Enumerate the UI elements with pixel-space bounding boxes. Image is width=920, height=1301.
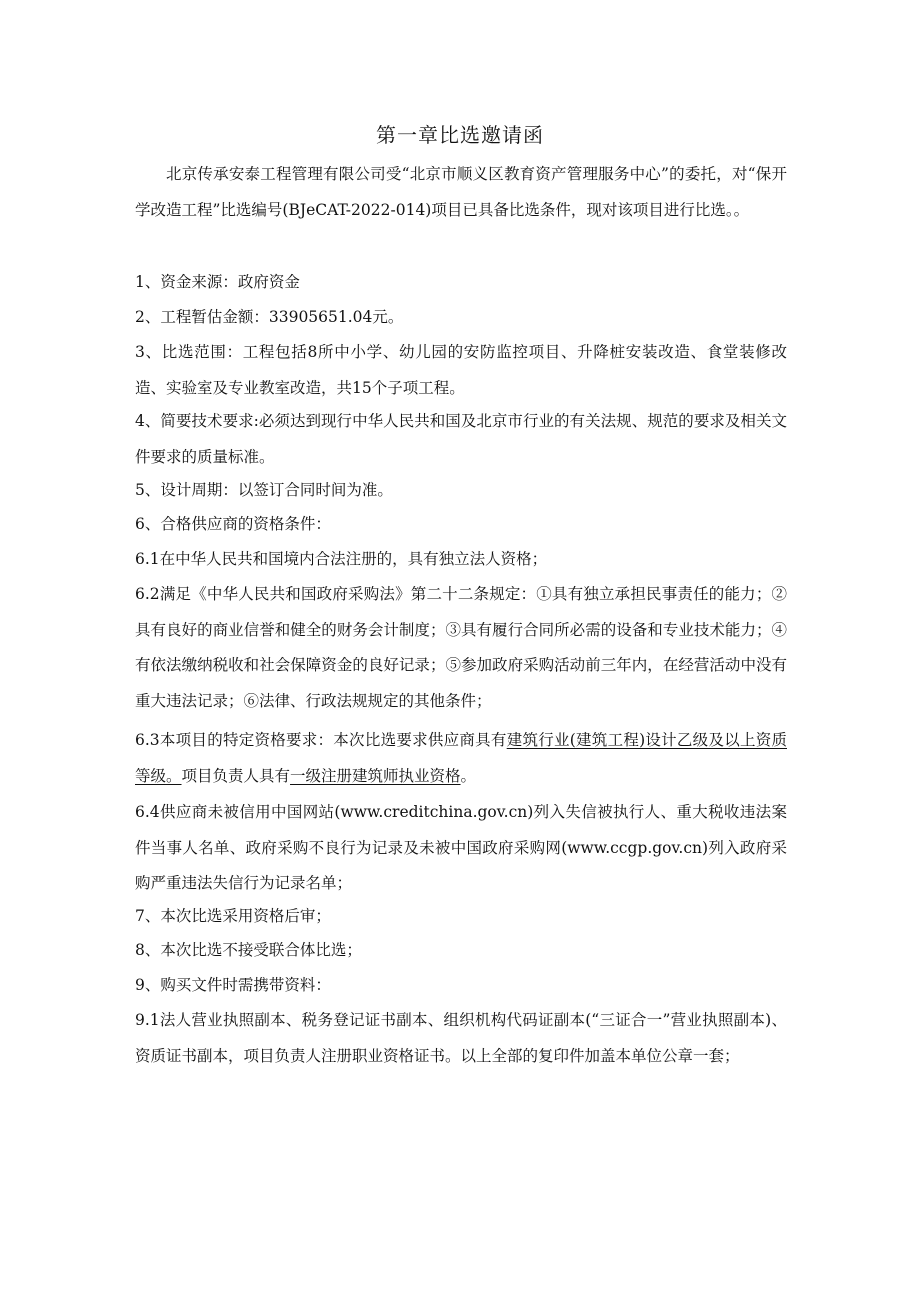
item-qualifications-heading: 6、合格供应商的资格条件： — [135, 515, 331, 533]
qualification-6-3-mid: 项目负责人具有 — [181, 766, 291, 785]
item-technical-requirements: 4、简要技术要求:必须达到现行中华人民共和国及北京市行业的有关法规、规范的要求及相关文件要求的质量标准。 — [135, 412, 787, 466]
qualification-6-3-prefix: 6.3本项目的特定资格要求：本次比选要求供应商具有 — [135, 731, 507, 749]
intro-paragraph: 北京传承安泰工程管理有限公司受“北京市顺义区教育资产管理服务中心”的委托，对“保开学改造工程”比选编号(BJeCAT-2022-014)项目已具备比选条件，现对该项目进行比选。。 — [135, 165, 787, 219]
item-no-consortium: 8、本次比选不接受联合体比选； — [135, 941, 362, 959]
item-estimated-amount: 2、工程暂估金额：33905651.04元。 — [135, 308, 404, 326]
item-qualification-6-2: 6.2满足《中华人民共和国政府采购法》第二十二条规定：①具有独立承担民事责任的能力；②具有良好的商业信誉和健全的财务会计制度；③具有履行合同所必需的设备和专业技术能力；④有依法缴纳税收和社会保障资金的良好记录；⑤参加政府采购活动前三年内，在经营活动中没有重大违法记录；⑥法律、行政法规规定的其他条件； — [135, 585, 787, 710]
item-funding-source: 1、资金来源：政府资金 — [135, 273, 300, 291]
item-qualification-6-1: 6.1在中华人民共和国境内合法注册的，具有独立法人资格； — [135, 550, 548, 568]
qualification-level-underlined: 建筑行业(建筑工程)设计乙级及以上资质等级。 — [135, 731, 787, 785]
item-post-qualification: 7、本次比选采用资格后审； — [135, 907, 331, 925]
item-materials-9-1: 9.1法人营业执照副本、税务登记证书副本、组织机构代码证副本(“三证合一”营业执照副本)、资质证书副本，项目负责人注册职业资格证书。以上全部的复印件加盖本单位公章一套； — [135, 1011, 787, 1065]
item-design-period: 5、设计周期：以签订合同时间为准。 — [135, 481, 393, 499]
page-title: 第一章比选邀请函 — [376, 123, 544, 147]
item-scope: 3、比选范围：工程包括8所中小学、幼儿园的安防监控项目、升降桩安装改造、食堂装修改造、实验室及专业教室改造，共15个子项工程。 — [135, 343, 787, 397]
item-required-materials: 9、购买文件时需携带资料： — [135, 976, 331, 994]
item-qualification-6-4: 6.4供应商未被信用中国网站(www.creditchina.gov.cn)列入失信被执行人、重大税收违法案件当事人名单、政府采购不良行为记录及未被中国政府采购网(www.ccgp.gov.cn)列入政府采购严重违法失信行为记录名单； — [135, 803, 787, 892]
item-qualification-6-3 — [135, 723, 787, 794]
project-leader-qualification-underlined: 一级注册建筑师执业资格 — [290, 766, 461, 785]
qualification-6-3-suffix: 。 — [460, 766, 477, 785]
